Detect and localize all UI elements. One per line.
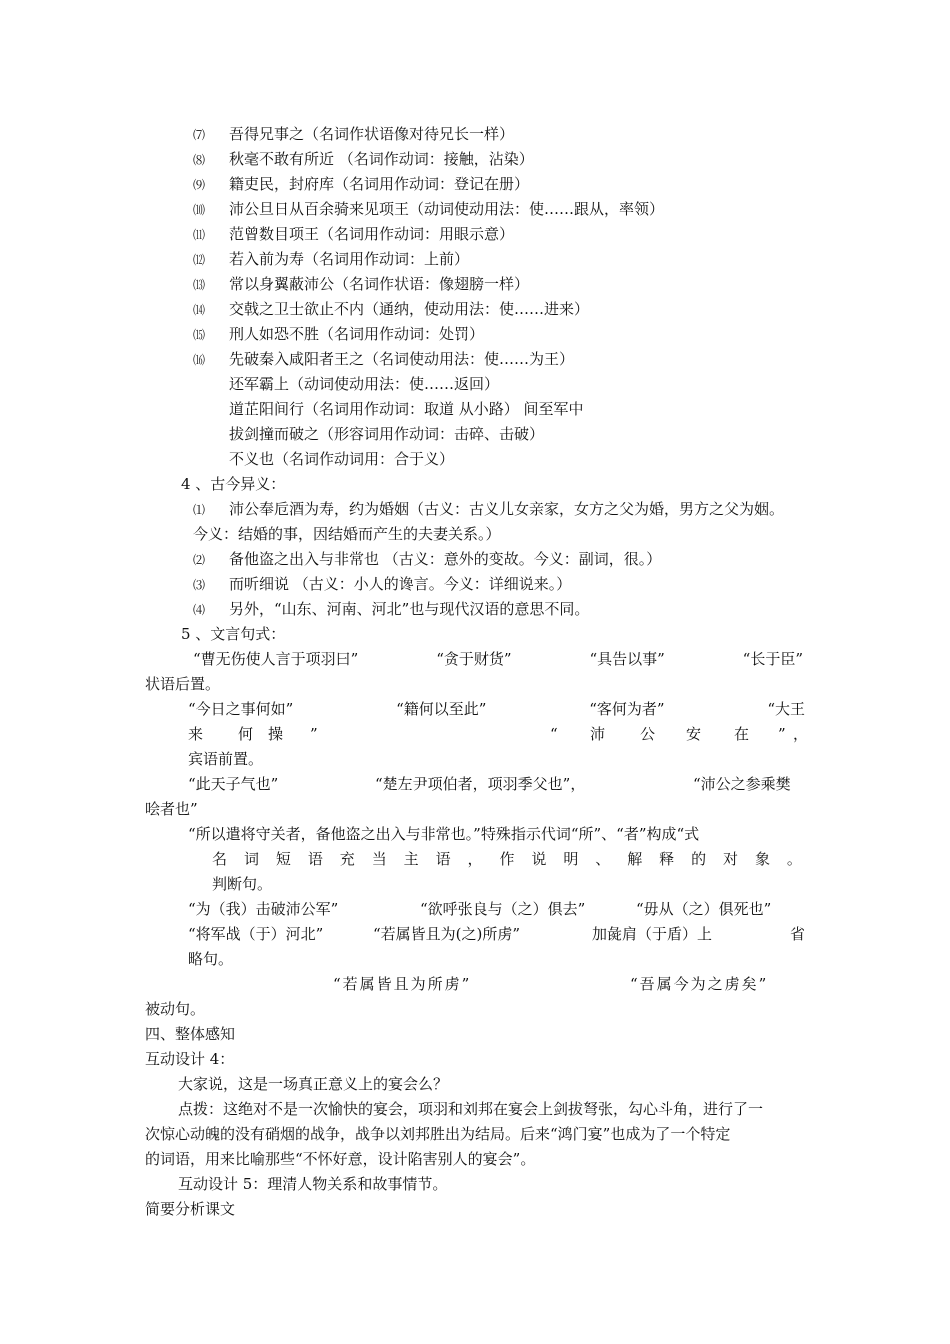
sentence-row: “今日之事何如” “籍何以至此” “客何为者” “大王	[188, 700, 805, 718]
interactive-design-5: 互动设计 5：理清人物关系和故事情节。	[178, 1175, 448, 1193]
interactive-design-4: 互动设计 4：	[145, 1050, 235, 1068]
sentence-type-label: 略句。	[188, 950, 234, 968]
item-11: ⑾ 范曾数目项王（名词用作动词：用眼示意）	[193, 225, 515, 243]
item-14: ⒁ 交戟之卫士欲止不内（通纳，使动用法：使……进来）	[193, 300, 590, 318]
sentence-type-label: 宾语前置。	[188, 750, 264, 768]
hint-paragraph: 次惊心动魄的没有硝烟的战争，战争以刘邦胜出为结局。后来“鸿门宴”也成为了一个特定	[145, 1125, 731, 1143]
gujin-item: ⑴ 沛公奉卮酒为寿，约为婚姻（古义：古义儿女亲家，女方之父为婚，男方之父为姻。	[193, 500, 785, 518]
item-13: ⒀ 常以身翼蔽沛公（名词作状语：像翅膀一样）	[193, 275, 530, 293]
sentence-type-label: 被动句。	[145, 1000, 206, 1018]
item-10: ⑽ 沛公旦日从百余骑来见项王（动词使动用法：使……跟从，率领）	[193, 200, 665, 218]
item-12: ⑿ 若入前为寿（名词用作动词：上前）	[193, 250, 470, 268]
sub-item: 不义也（名词作动词用：合于义）	[229, 450, 455, 468]
sentence-continued: 哙者也”	[145, 800, 198, 818]
item-7: ⑺ 吾得兄事之（名词作状语像对待兄长一样）	[193, 125, 515, 143]
sentence-row-justified: 名 词 短 语 充 当 主 语 ， 作 说 明 、 解 释 的 对 象 。	[212, 850, 802, 868]
sentence-type-label: 判断句。	[212, 875, 273, 893]
section-4-title: 4 、古今异义：	[181, 475, 286, 493]
sentence-example: “若属皆且为所虏”	[333, 975, 472, 993]
sentence-row: “曹无伤使人言于项羽曰” “贪于财货” “具告以事” “长于臣”	[193, 650, 803, 668]
gujin-item: ⑶ 而听细说 （古义：小人的谗言。今义：详细说来。）	[193, 575, 572, 593]
sub-item: 拔剑撞而破之（形容词用作动词：击碎、击破）	[229, 425, 545, 443]
sentence-example: “吾属今为之虏矣”	[630, 975, 769, 993]
hint-paragraph: 点拨：这绝对不是一次愉快的宴会，项羽和刘邦在宴会上剑拔弩张，勾心斗角，进行了一	[178, 1100, 764, 1118]
analysis-heading: 简要分析课文	[145, 1200, 236, 1218]
item-16: ⒃ 先破秦入咸阳者王之（名词使动用法：使……为王）	[193, 350, 575, 368]
item-15: ⒂ 刑人如恐不胜（名词用作动词：处罚）	[193, 325, 485, 343]
sub-item: 还军霸上（动词使动用法：使……返回）	[229, 375, 500, 393]
gujin-item: ⑷ 另外，“山东、河南、河北”也与现代汉语的意思不同。	[193, 600, 590, 618]
section-heading: 四、整体感知	[145, 1025, 236, 1043]
question: 大家说，这是一场真正意义上的宴会么？	[178, 1075, 449, 1093]
item-9: ⑼ 籍吏民，封府库（名词用作动词：登记在册）	[193, 175, 530, 193]
item-8: ⑻ 秋毫不敢有所近 （名词作动词：接触，沾染）	[193, 150, 534, 168]
sentence-type-label: 状语后置。	[145, 675, 221, 693]
gujin-item: 今义：结婚的事，因结婚而产生的夫妻关系。）	[193, 525, 501, 543]
hint-paragraph: 的词语，用来比喻那些“不怀好意，设计陷害别人的宴会”。	[145, 1150, 536, 1168]
sub-item: 道芷阳间行（名词用作动词：取道 从小路） 间至军中	[229, 400, 584, 418]
gujin-item: ⑵ 备他盗之出入与非常也 （古义：意外的变故。今义：副词，很。）	[193, 550, 662, 568]
sentence-row: “所以遣将守关者，备他盗之出入与非常也。”特殊指示代词“所”、“者”构成“式	[188, 825, 700, 843]
section-5-title: 5 、文言句式：	[181, 625, 286, 643]
